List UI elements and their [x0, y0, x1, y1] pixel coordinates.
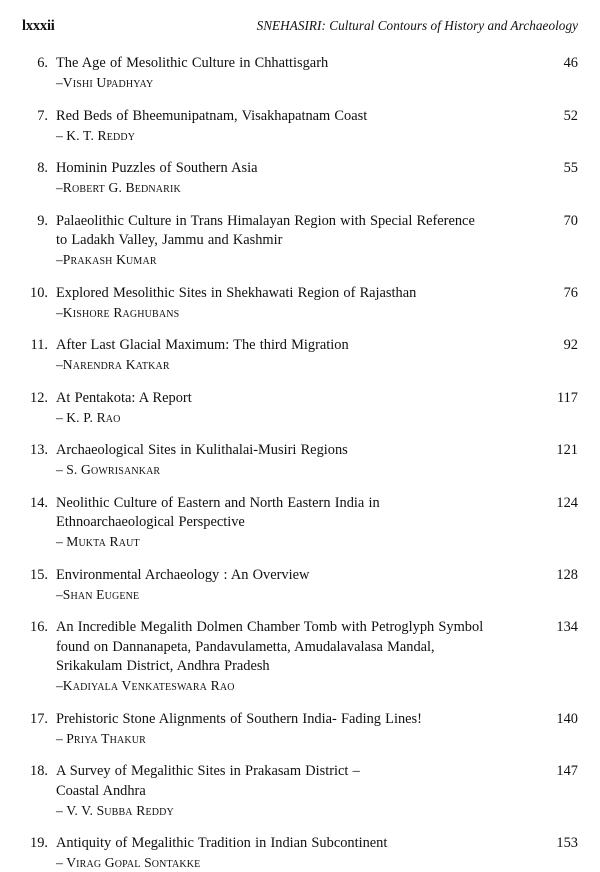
author-dash: –	[56, 678, 63, 693]
toc-entry-title-line: Neolithic Culture of Eastern and North Eastern India in	[56, 494, 380, 511]
toc-entry-page-number: 128	[556, 566, 578, 583]
author-name: K. P. Rao	[66, 409, 121, 425]
toc-entry-row	[22, 159, 578, 197]
running-head	[22, 18, 578, 40]
toc-entry-title[interactable]	[56, 336, 530, 356]
toc-entry-title[interactable]	[56, 494, 530, 533]
toc-entry[interactable]	[22, 389, 578, 427]
toc-entry-title[interactable]	[56, 284, 530, 304]
toc-entry-title[interactable]	[56, 618, 530, 677]
toc-entry-row	[22, 494, 578, 552]
toc-entry-row	[22, 834, 578, 872]
toc-entry-number: 7.	[37, 107, 48, 124]
author-name: Mukta Raut	[66, 534, 140, 549]
toc-entry-row	[22, 336, 578, 374]
author-name: S. Gowrisankar	[66, 462, 161, 477]
toc-entry-title[interactable]	[56, 710, 530, 730]
toc-entry-body	[48, 710, 540, 748]
toc-entry-page-number: 92	[563, 337, 578, 353]
toc-entry-body	[48, 389, 540, 427]
toc-entry[interactable]	[22, 441, 578, 479]
toc-entry-number: 8.	[37, 160, 48, 176]
toc-entry-title[interactable]	[56, 159, 530, 179]
author-dash: –	[56, 730, 67, 746]
author-name: Kadiyala Venkateswara Rao	[62, 678, 235, 693]
toc-entry-title[interactable]	[56, 212, 530, 251]
toc-entry-author	[56, 677, 530, 695]
toc-entry-row	[22, 284, 578, 322]
toc-entry-body	[48, 159, 540, 197]
toc-entry-author	[56, 586, 530, 604]
toc-entry-page-number: 55	[563, 160, 578, 176]
toc-entry-author	[56, 127, 530, 145]
toc-entry-number: 17.	[30, 710, 48, 727]
toc-entry-number: 19.	[30, 835, 48, 851]
toc-entry-author	[56, 304, 530, 322]
toc-entry-author	[56, 356, 530, 374]
toc-entry-number: 11.	[30, 337, 48, 353]
toc-entry-author	[56, 854, 530, 872]
toc-entry-title-line: Coastal Andhra	[56, 782, 146, 799]
author-dash: –	[56, 75, 63, 90]
author-name: Robert G. Bednarik	[62, 180, 181, 195]
toc-entry-page-number: 124	[556, 494, 578, 511]
toc-entry-number: 10.	[30, 284, 48, 301]
toc-entry-body	[48, 284, 540, 322]
toc-entry-title[interactable]	[56, 107, 530, 127]
toc-entry-title-line: The Age of Mesolithic Culture in Chhattisgarh	[56, 55, 329, 71]
toc-entry-title-line: At Pentakota: A Report	[56, 389, 192, 406]
toc-entry-title-line: Red Beds of Bheemunipatnam, Visakhapatnam Coast	[56, 107, 368, 124]
author-dash: –	[56, 586, 63, 602]
toc-entry[interactable]	[22, 834, 578, 872]
toc-entry-number: 6.	[37, 55, 48, 71]
toc-entry[interactable]	[22, 710, 578, 748]
author-name: Prakash Kumar	[62, 252, 157, 267]
author-dash: –	[56, 855, 67, 870]
toc-entry-title-line: Archaeological Sites in Kulithalai-Musiri Regions	[56, 442, 348, 458]
toc-entry-row	[22, 762, 578, 820]
toc-entry-author	[56, 251, 530, 269]
author-dash: –	[56, 252, 63, 267]
toc-entry-page-number: 76	[563, 284, 578, 301]
toc-entry-row	[22, 107, 578, 145]
toc-entry-body	[48, 566, 540, 604]
toc-entry-number: 13.	[30, 442, 48, 458]
toc-entry-title[interactable]	[56, 566, 530, 586]
author-name: Vishi Upadhyay	[62, 75, 154, 90]
author-name: Kishore Raghubans	[62, 304, 180, 320]
toc-entry-page-number: 147	[556, 763, 578, 779]
toc-entry-body	[48, 834, 540, 872]
author-dash: –	[56, 534, 67, 549]
toc-entry-title[interactable]	[56, 834, 530, 854]
author-name: K. T. Reddy	[66, 127, 136, 143]
author-name: Virag Gopal Sontakke	[66, 855, 201, 870]
toc-entry-title[interactable]	[56, 389, 530, 409]
toc-entry-body	[48, 54, 540, 92]
toc-entry[interactable]	[22, 762, 578, 820]
toc-entry-page-number: 134	[556, 619, 578, 635]
author-dash: –	[56, 357, 63, 372]
toc-entry-title-line: Ethnoarchaeological Perspective	[56, 514, 245, 530]
author-dash: –	[56, 462, 67, 477]
toc-entry[interactable]	[22, 336, 578, 374]
toc-entry-title-line: An Incredible Megalith Dolmen Chamber Tomb with Petroglyph Symbol	[56, 619, 484, 635]
toc-entry[interactable]	[22, 54, 578, 92]
toc-entry-page-number: 153	[556, 835, 578, 851]
toc-entry-page-number: 46	[563, 55, 578, 71]
author-dash: –	[56, 180, 63, 195]
author-name: Narendra Katkar	[62, 357, 170, 372]
toc-entry-author	[56, 179, 530, 197]
toc-entry-title-line: Prehistoric Stone Alignments of Southern India- Fading Lines!	[56, 710, 422, 727]
toc-entry[interactable]	[22, 159, 578, 197]
toc-entry-title-line: Srikakulam District, Andhra Pradesh	[56, 658, 270, 674]
toc-entry-page-number: 70	[563, 212, 578, 229]
author-name: V. V. Subba Reddy	[66, 802, 174, 818]
toc-entry-number: 14.	[30, 494, 48, 511]
toc-entry[interactable]	[22, 566, 578, 604]
toc-entry-row	[22, 618, 578, 695]
toc-entry[interactable]	[22, 284, 578, 322]
toc-entry[interactable]	[22, 212, 578, 270]
toc-entry-body	[48, 107, 540, 145]
toc-entry-author	[56, 533, 530, 551]
toc-entry-body	[48, 441, 540, 479]
author-name: Priya Thakur	[66, 730, 146, 746]
toc-entry-body	[48, 494, 540, 552]
toc-entry-title[interactable]	[56, 441, 530, 461]
author-dash: –	[56, 304, 63, 320]
toc-entry-title-line: Explored Mesolithic Sites in Shekhawati Region of Rajasthan	[56, 284, 417, 301]
toc-entry-number: 12.	[30, 389, 48, 406]
toc-entry-author	[56, 730, 530, 748]
toc-entry-number: 16.	[30, 619, 48, 635]
toc-entry-title-line: Antiquity of Megalithic Tradition in Indian Subcontinent	[56, 835, 388, 851]
toc-entry-page-number: 121	[556, 442, 578, 458]
toc-entry-title-line: Hominin Puzzles of Southern Asia	[56, 160, 258, 176]
toc-entry-page-number: 117	[556, 389, 578, 406]
author-dash: –	[56, 409, 67, 425]
toc-entry[interactable]	[22, 618, 578, 695]
toc-entry-row	[22, 212, 578, 270]
toc-entry-title-line: After Last Glacial Maximum: The third Migration	[56, 337, 349, 353]
table-of-contents	[22, 54, 578, 872]
toc-entry-body	[48, 336, 540, 374]
toc-entry-body	[48, 212, 540, 270]
toc-entry-page-number: 140	[556, 710, 578, 727]
toc-entry-author	[56, 409, 530, 427]
folio-number: lxxxii	[22, 18, 55, 34]
toc-entry-page-number: 52	[563, 107, 578, 124]
toc-entry-number: 18.	[30, 763, 48, 779]
author-dash: –	[56, 802, 67, 818]
toc-entry[interactable]	[22, 494, 578, 552]
author-dash: –	[56, 127, 67, 143]
toc-entry-row	[22, 389, 578, 427]
toc-entry-body	[48, 618, 540, 695]
toc-entry-title[interactable]	[56, 54, 530, 74]
toc-entry-title-line: Palaeolithic Culture in Trans Himalayan Region with Special Reference	[56, 212, 475, 229]
toc-entry-body	[48, 762, 540, 820]
toc-entry-title-line: found on Dannanapeta, Pandavulametta, Amudalavalasa Mandal,	[56, 638, 435, 655]
toc-entry-row	[22, 566, 578, 604]
toc-entry-row	[22, 441, 578, 479]
toc-entry-title-line: Environmental Archaeology : An Overview	[56, 566, 310, 583]
toc-entry-author	[56, 802, 530, 820]
toc-entry-number: 9.	[37, 212, 48, 229]
toc-entry-author	[56, 74, 530, 92]
toc-entry-title-line: A Survey of Megalithic Sites in Prakasam District –	[56, 763, 360, 779]
toc-entry-row	[22, 710, 578, 748]
toc-entry[interactable]	[22, 107, 578, 145]
toc-entry-title-line: to Ladakh Valley, Jammu and Kashmir	[56, 232, 283, 248]
author-name: Shan Eugene	[62, 586, 140, 602]
running-head-title: SNEHASIRI: Cultural Contours of History and Archaeology	[256, 18, 578, 33]
toc-entry-author	[56, 461, 530, 479]
toc-entry-title[interactable]	[56, 762, 530, 801]
toc-entry-number: 15.	[30, 566, 48, 583]
toc-entry-row	[22, 54, 578, 92]
